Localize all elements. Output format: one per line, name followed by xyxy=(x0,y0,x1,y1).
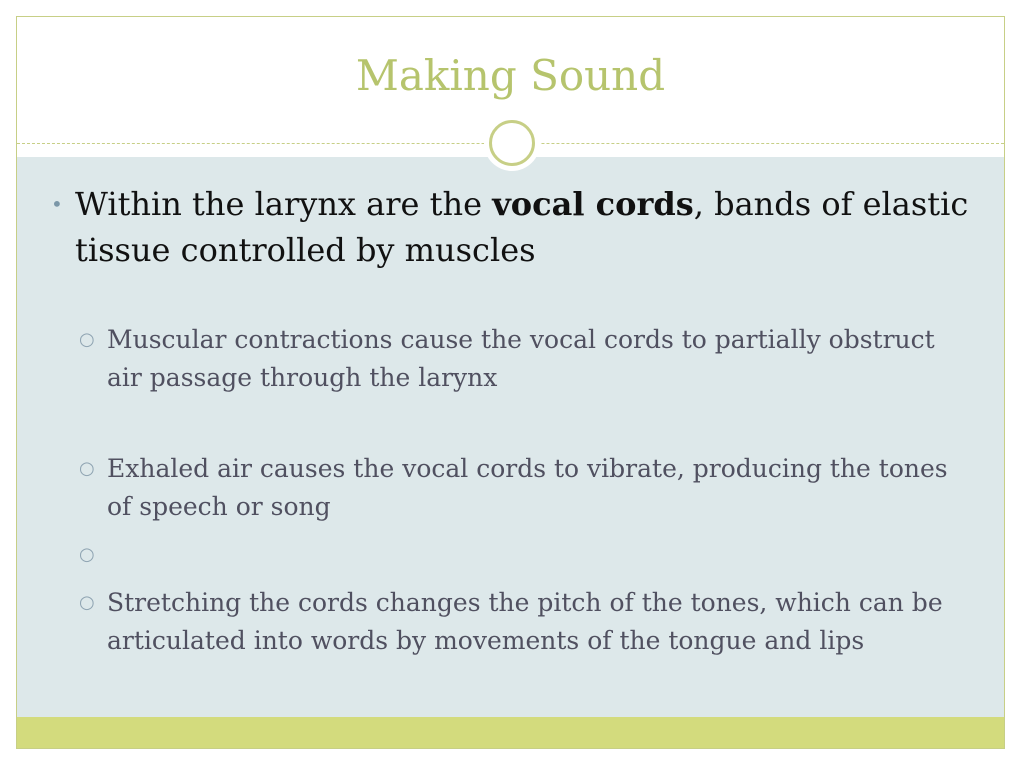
sub-bullet-3-empty xyxy=(47,536,977,574)
slide-body xyxy=(47,181,977,660)
sub-bullet-2-text: Exhaled air causes the vocal cords to vibrate, producing the tones of speech or song xyxy=(107,454,948,521)
bullet-dot-icon: • xyxy=(51,192,63,216)
main-bullet-text-after: , bands of elastic tissue controlled by muscles xyxy=(75,185,969,269)
sub-bullet-1-text: Muscular contractions cause the vocal cords to partially obstruct air passage through the larynx xyxy=(107,325,935,392)
main-bullet-bold-term: vocal cords xyxy=(492,185,694,223)
bullet-circle-icon: ○ xyxy=(79,458,95,479)
sub-bullet-3-text xyxy=(107,540,115,569)
bullet-circle-icon: ○ xyxy=(79,329,95,350)
sub-bullet-1 xyxy=(47,321,977,397)
slide-frame xyxy=(16,16,1005,749)
ring-icon xyxy=(489,120,535,166)
sub-bullet-4 xyxy=(47,584,977,660)
sub-bullet-2 xyxy=(47,450,977,526)
bullet-circle-icon: ○ xyxy=(79,544,95,565)
main-bullet xyxy=(47,181,977,273)
footer-band xyxy=(17,717,1004,749)
sub-bullet-4-text: Stretching the cords changes the pitch of the tones, which can be articulated into words by movements of the tongue and lips xyxy=(107,588,943,655)
slide-title: Making Sound xyxy=(355,51,666,100)
main-bullet-text-before: Within the larynx are the xyxy=(75,185,493,223)
bullet-circle-icon: ○ xyxy=(79,592,95,613)
